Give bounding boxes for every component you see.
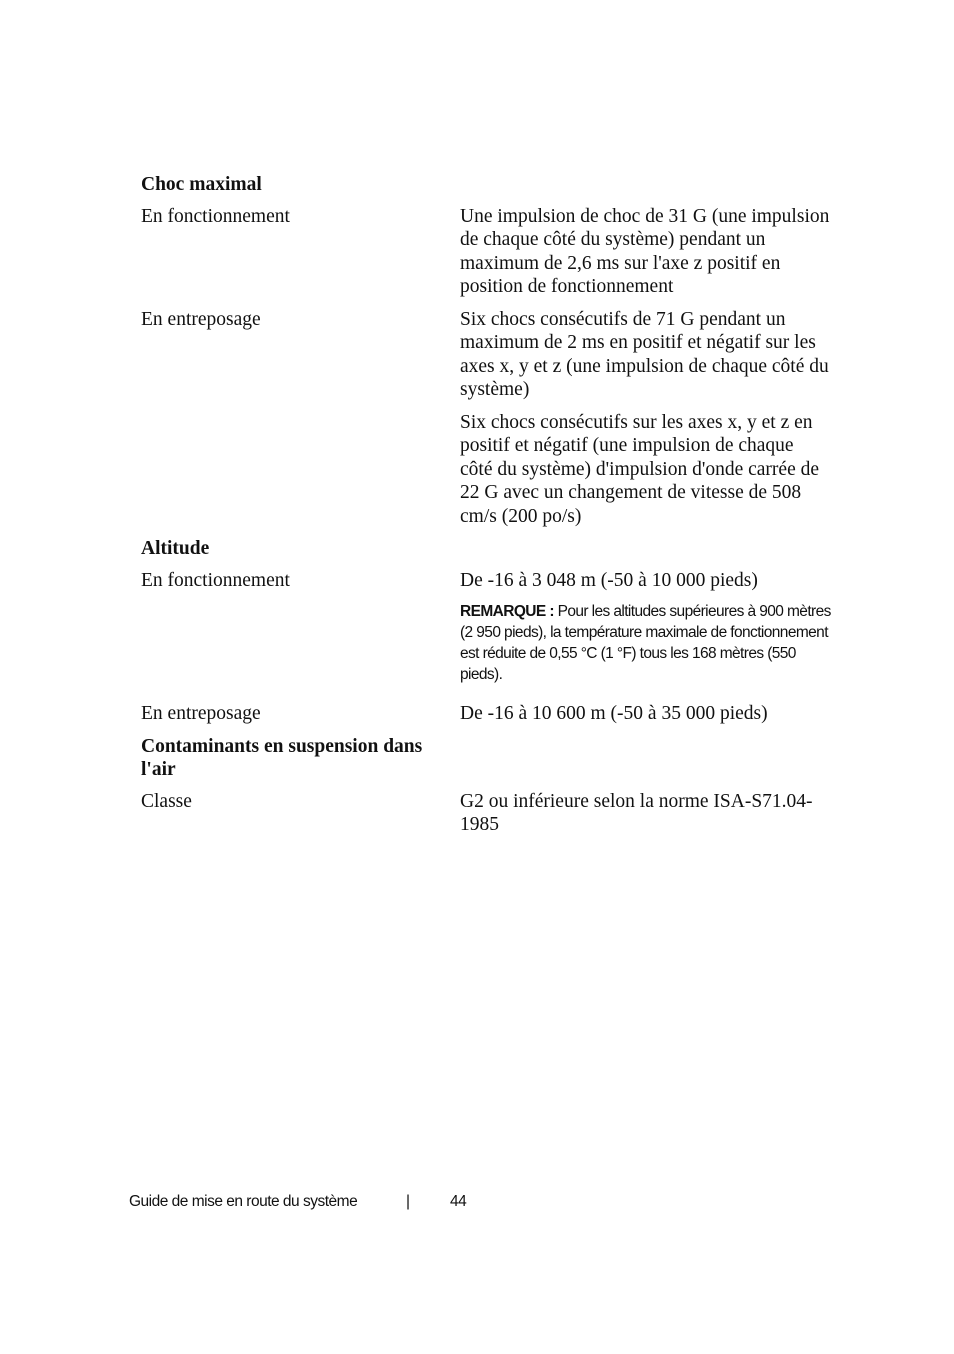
spec-label: En entreposage (141, 703, 261, 724)
spec-label: Classe (141, 790, 192, 812)
spec-table (141, 173, 831, 846)
spec-value-text: G2 ou inférieure selon la norme ISA-S71.04-1985 (460, 790, 813, 835)
note-block (460, 601, 832, 693)
section-heading-contaminants: Contaminants en suspension dans l'air (141, 735, 423, 780)
spec-value-text: De -16 à 10 600 m (-50 à 35 000 pieds) (460, 703, 768, 724)
spec-row-shock-operating (141, 205, 831, 299)
spec-value-text: Six chocs consécutifs de 71 G pendant un maximum de 2 ms en positif et négatif sur les axes x, y et z (une impulsion de chaque côté du système) (460, 308, 829, 400)
spec-row-altitude-operating (141, 569, 831, 694)
spec-label: En fonctionnement (141, 205, 290, 227)
section-heading-shock: Choc maximal (141, 174, 262, 195)
spec-label: En entreposage (141, 308, 261, 330)
spec-value (460, 790, 830, 837)
spec-value (460, 308, 830, 529)
spec-label: En fonctionnement (141, 569, 290, 591)
spec-row-altitude-storage (141, 702, 831, 726)
note-text: Pour les altitudes supérieures à 900 mètres (2 950 pieds), la température maximale de fonctionnement est réduite de 0,55 °C (1 °F) tous les 168 mètres (550 pieds). (460, 603, 831, 683)
footer-title: Guide de mise en route du système (129, 1193, 358, 1210)
spec-value (460, 569, 830, 694)
note-label: REMARQUE : (460, 603, 554, 620)
spec-value-text: Une impulsion de choc de 31 G (une impulsion de chaque côté du système) pendant un maximum de 2,6 ms sur l'axe z positif en position de fonctionnement (460, 205, 830, 297)
spec-row-contaminants-class (141, 790, 831, 837)
footer-separator: | (406, 1193, 410, 1210)
spec-value-text: De -16 à 3 048 m (-50 à 10 000 pieds) (460, 569, 758, 591)
section-heading-altitude: Altitude (141, 538, 210, 559)
spec-value-text: Six chocs consécutifs sur les axes x, y et z en positif et négatif (une impulsion de chaque côté du système) d'impulsion d'onde carrée de 22 G avec un changement de vitesse de 508 cm/s (200 po/s) (460, 411, 819, 527)
page-footer (129, 1193, 467, 1211)
spec-value (460, 205, 830, 299)
page-number: 44 (450, 1193, 467, 1210)
spec-value (460, 702, 830, 726)
spec-row-shock-storage (141, 308, 831, 529)
